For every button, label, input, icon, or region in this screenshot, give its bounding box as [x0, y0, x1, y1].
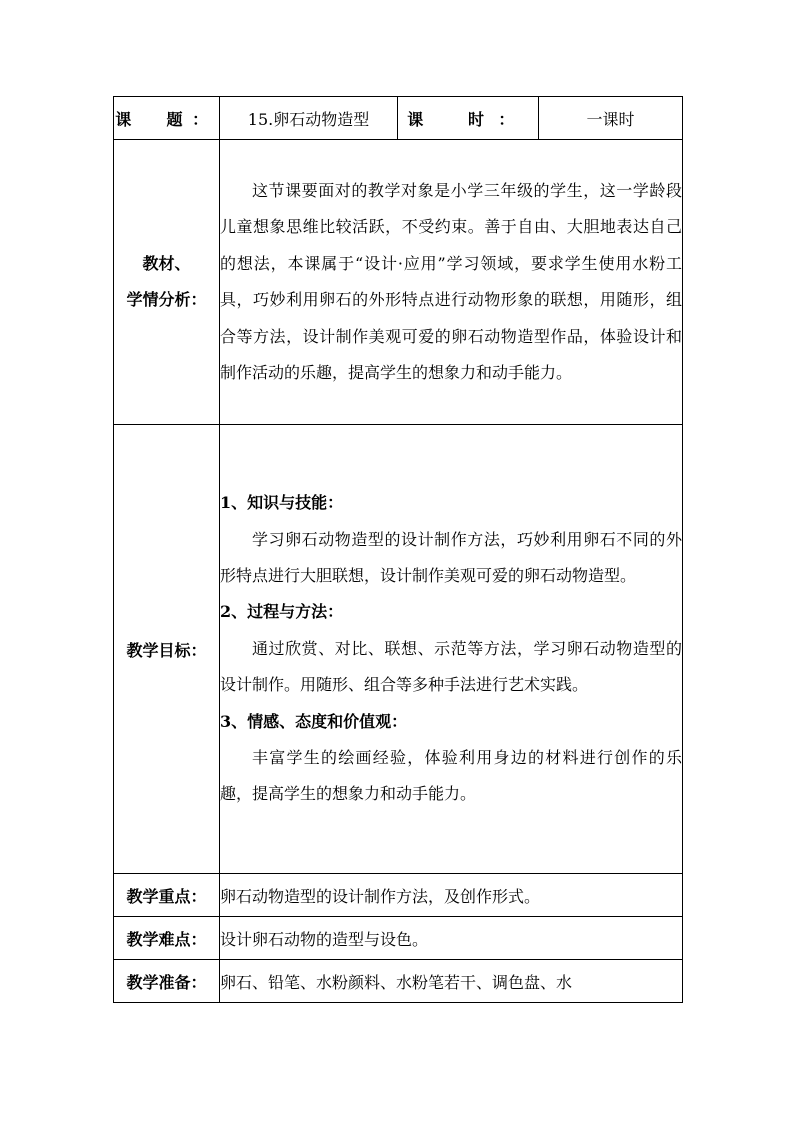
subject-label: 课 题：: [114, 97, 220, 140]
key-points-text: 卵石动物造型的设计制作方法，及创作形式。: [220, 874, 683, 917]
objective-heading-knowledge: 1、知识与技能：: [220, 493, 344, 513]
preparation-row: [114, 960, 683, 1003]
difficulties-row: [114, 917, 683, 960]
preparation-text: 卵石、铅笔、水粉颜料、水粉笔若干、调色盘、水: [220, 960, 683, 1003]
analysis-text: 这节课要面对的教学对象是小学三年级的学生，这一学龄段儿童想象思维比较活跃，不受约束。善于自由、大胆地表达自己的想法，本课属于“设计·应用”学习领域，要求学生使用水粉工具，巧妙利用卵石的外形特点进行动物形象的联想，用随形，组合等方法，设计制作美观可爱的卵石动物造型作品，体验设计和制作活动的乐趣，提高学生的想象力和动手能力。: [220, 140, 683, 425]
objectives-content: [220, 425, 683, 874]
hours-label: 课 时：: [398, 97, 539, 140]
objective-heading-emotion: 3、情感、态度和价值观：: [220, 711, 408, 731]
preparation-label: 教学准备：: [114, 960, 220, 1003]
analysis-label-line2: 学情分析：: [126, 290, 207, 309]
difficulties-text: 设计卵石动物的造型与设色。: [220, 917, 683, 960]
key-points-row: [114, 874, 683, 917]
objective-body-process: 通过欣赏、对比、联想、示范等方法，学习卵石动物造型的设计制作。用随形、组合等多种手法进行艺术实践。: [220, 638, 682, 695]
lesson-plan-table: [113, 96, 683, 1003]
difficulties-label: 教学难点：: [114, 917, 220, 960]
analysis-label-line1: 教材、: [142, 254, 191, 273]
key-points-label: 教学重点：: [114, 874, 220, 917]
objective-heading-process: 2、过程与方法：: [220, 602, 344, 622]
objective-body-emotion: 丰富学生的绘画经验，体验利用身边的材料进行创作的乐趣，提高学生的想象力和动手能力。: [220, 748, 682, 804]
analysis-label: [114, 140, 220, 425]
analysis-row: [114, 140, 683, 425]
objective-body-knowledge: 学习卵石动物造型的设计制作方法，巧妙利用卵石不同的外形特点进行大胆联想，设计制作美观可爱的卵石动物造型。: [220, 529, 682, 585]
header-row: [114, 97, 683, 140]
lesson-title: 15.卵石动物造型: [220, 97, 398, 140]
objectives-row: [114, 425, 683, 874]
objectives-label: 教学目标：: [114, 425, 220, 874]
hours-value: 一课时: [539, 97, 683, 140]
